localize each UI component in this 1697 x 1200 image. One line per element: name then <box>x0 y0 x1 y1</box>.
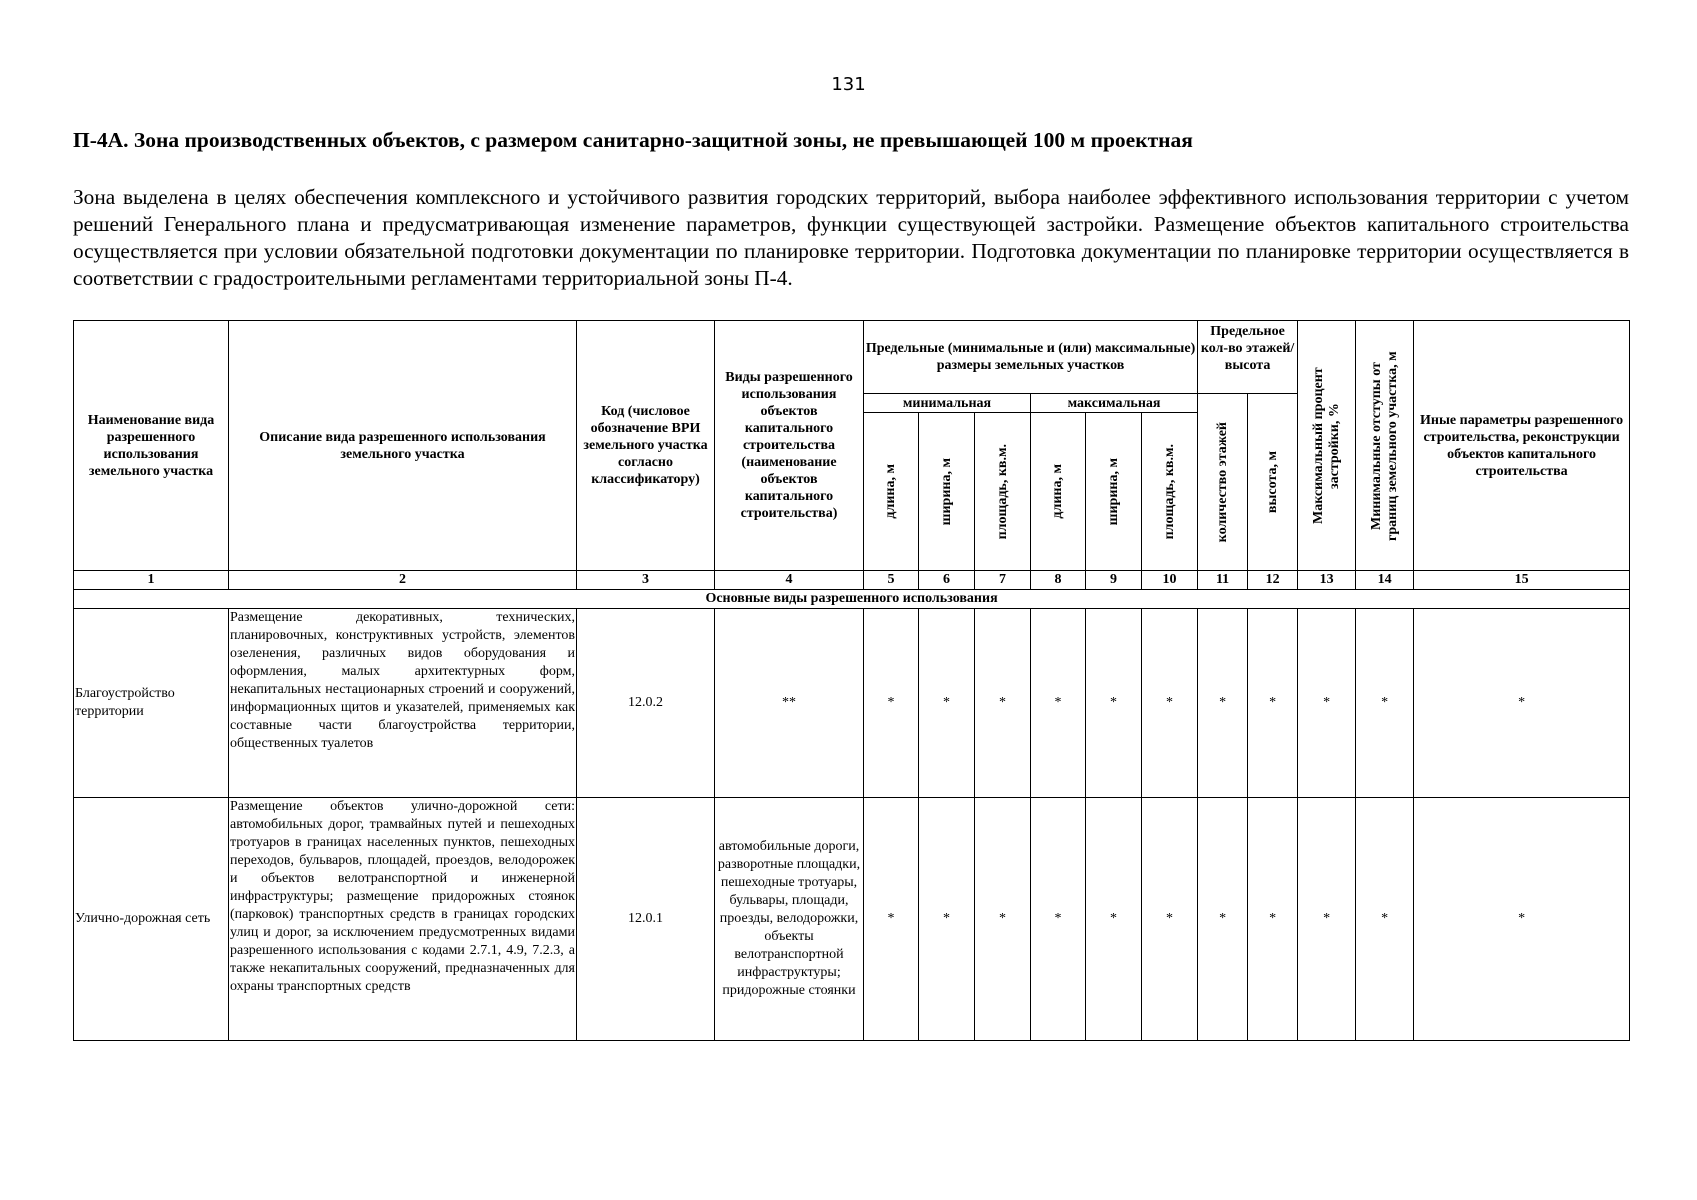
regulations-table <box>73 320 1630 1041</box>
header-description: Описание вида разрешенного использования земельного участка <box>229 321 577 571</box>
row-value: * <box>975 798 1031 1041</box>
row-value: * <box>1414 798 1630 1041</box>
row-value: * <box>1086 609 1142 798</box>
column-number: 6 <box>919 571 975 590</box>
header-max-coverage: Максимальный процент застройки, % <box>1298 321 1356 571</box>
column-number: 14 <box>1356 571 1414 590</box>
row-value: * <box>1198 609 1248 798</box>
intro-paragraph: Зона выделена в целях обеспечения комплексного и устойчивого развития городских территорий, выбора наиболее эффективного использования территории с учетом решений Генерального плана и предусматривающая изменение параметров, функции существующей застройки. Размещение объектов капитального строительства осуществляется при условии обязательной подготовки документации по планировке территории. Подготовка документации по планировке территории осуществляется в соответствии с градостроительными регламентами территориальной зоны П-4. <box>73 185 1629 290</box>
row-value: * <box>864 798 919 1041</box>
header-other-params: Иные параметры разрешенного строительства, реконструкции объектов капитального строительства <box>1414 321 1630 571</box>
row-description: Размещение объектов улично-дорожной сети: автомобильных дорог, трамвайных путей и пешеходных тротуаров в границах населенных пунктов, пешеходных переходов, бульваров, площадей, проездов, велодорожек и объектов велотранспортной и инженерной инфраструктуры; размещение придорожных стоянок (парковок) транспортных средств в границах городских улиц и дорог, за исключением предусмотренных видами разрешенного использования с кодами 2.7.1, 4.9, 7.2.3, а также некапитальных сооружений, предназначенных для охраны транспортных средств <box>229 798 577 1041</box>
header-min-width: ширина, м <box>919 413 975 571</box>
header-max-area: площадь, кв.м. <box>1142 413 1198 571</box>
row-description: Размещение декоративных, технических, планировочных, конструктивных устройств, элементов озеленения, различных видов оборудования и оформления, малых архитектурных форм, некапитальных нестационарных строений и сооружений, информационных щитов и указателей, применяемых как составные части благоустройства территории, общественных туалетов <box>229 609 577 798</box>
header-height: высота, м <box>1248 394 1298 571</box>
row-value: * <box>1031 798 1086 1041</box>
column-number: 8 <box>1031 571 1086 590</box>
row-name: Улично-дорожная сеть <box>74 798 229 1041</box>
row-value: * <box>1248 609 1298 798</box>
row-name: Благоустройство территории <box>74 609 229 798</box>
column-number: 1 <box>74 571 229 590</box>
header-min-area: площадь, кв.м. <box>975 413 1031 571</box>
row-value: * <box>1298 798 1356 1041</box>
header-max-length: длина, м <box>1031 413 1086 571</box>
row-value: * <box>1142 609 1198 798</box>
column-number: 13 <box>1298 571 1356 590</box>
page-title: П-4А. Зона производственных объектов, с размером санитарно-защитной зоны, не превышающей 100 м проектная <box>73 128 1193 152</box>
row-objects: автомобильные дороги, разворотные площадки, пешеходные тротуары, бульвары, площади, проезды, велодорожки, объекты велотранспортной инфраструктуры; придорожные стоянки <box>715 798 864 1041</box>
column-number: 7 <box>975 571 1031 590</box>
column-number: 15 <box>1414 571 1630 590</box>
table-row <box>74 798 1630 1041</box>
header-code: Код (числовое обозначение ВРИ земельного участка согласно классификатору) <box>577 321 715 571</box>
row-value: * <box>1086 798 1142 1041</box>
header-plot-sizes: Предельные (минимальные и (или) максимальные) размеры земельных участков <box>864 321 1198 394</box>
column-number: 2 <box>229 571 577 590</box>
row-value: * <box>1198 798 1248 1041</box>
row-value: * <box>1298 609 1356 798</box>
header-maximal: максимальная <box>1031 394 1198 413</box>
row-value: * <box>864 609 919 798</box>
header-name: Наименование вида разрешенного использования земельного участка <box>74 321 229 571</box>
row-code: 12.0.1 <box>577 798 715 1041</box>
header-min-setbacks: Минимальные отступы от границ земельного участка, м <box>1356 321 1414 571</box>
table-row <box>74 609 1630 798</box>
row-value: * <box>919 798 975 1041</box>
header-min-length: длина, м <box>864 413 919 571</box>
column-number: 12 <box>1248 571 1298 590</box>
row-value: * <box>1031 609 1086 798</box>
column-number: 3 <box>577 571 715 590</box>
row-value: * <box>1356 798 1414 1041</box>
header-objects: Виды разрешенного использования объектов капитального строительства (наименование объектов капитального строительства) <box>715 321 864 571</box>
column-number: 5 <box>864 571 919 590</box>
header-floors-count: количество этажей <box>1198 394 1248 571</box>
row-value: * <box>1414 609 1630 798</box>
section-title: Основные виды разрешенного использования <box>74 590 1630 609</box>
header-minimal: минимальная <box>864 394 1031 413</box>
row-code: 12.0.2 <box>577 609 715 798</box>
row-value: * <box>1356 609 1414 798</box>
column-number: 9 <box>1086 571 1142 590</box>
row-value: * <box>1142 798 1198 1041</box>
row-value: * <box>919 609 975 798</box>
column-number: 4 <box>715 571 864 590</box>
row-value: * <box>975 609 1031 798</box>
column-number: 10 <box>1142 571 1198 590</box>
column-number: 11 <box>1198 571 1248 590</box>
row-objects: ** <box>715 609 864 798</box>
row-value: * <box>1248 798 1298 1041</box>
header-max-width: ширина, м <box>1086 413 1142 571</box>
header-floors-group: Предельное кол-во этажей/ высота <box>1198 321 1298 394</box>
column-numbers-row <box>74 571 1630 590</box>
page-number: 131 <box>831 74 866 95</box>
